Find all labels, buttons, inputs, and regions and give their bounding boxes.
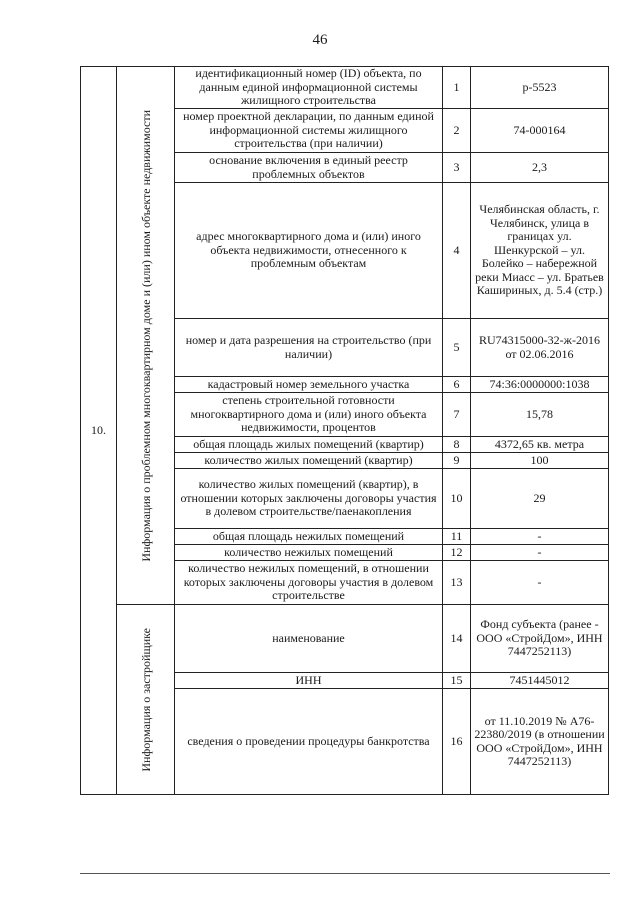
row-value: 29 — [471, 469, 609, 529]
row-number-cell — [81, 67, 117, 795]
section-title-developer: Информация о застройщике — [138, 627, 153, 772]
row-index: 1 — [443, 67, 471, 109]
row-value: 15,78 — [471, 393, 609, 437]
row-label: количество жилых помещений (квартир) — [175, 453, 443, 469]
row-index: 14 — [443, 605, 471, 673]
row-number: 10. — [91, 422, 106, 437]
row-value: от 11.10.2019 № А76-22380/2019 (в отношении ООО «СтройДом», ИНН 7447252113) — [471, 689, 609, 795]
row-index: 6 — [443, 377, 471, 393]
row-index: 9 — [443, 453, 471, 469]
row-value: 7451445012 — [471, 673, 609, 689]
row-label: адрес многоквартирного дома и (или) иного объекта недвижимости, отнесенного к проблемным объектам — [175, 183, 443, 319]
row-index: 2 — [443, 109, 471, 153]
row-value: 74:36:0000000:1038 — [471, 377, 609, 393]
row-index: 4 — [443, 183, 471, 319]
row-label: наименование — [175, 605, 443, 673]
row-index: 15 — [443, 673, 471, 689]
row-value: p-5523 — [471, 67, 609, 109]
table-row — [81, 605, 609, 673]
footer-divider — [80, 873, 610, 874]
row-index: 16 — [443, 689, 471, 795]
section-header-object — [117, 67, 175, 605]
row-value: RU74315000-32-ж-2016 от 02.06.2016 — [471, 319, 609, 377]
row-value: - — [471, 561, 609, 605]
row-index: 5 — [443, 319, 471, 377]
row-value: 100 — [471, 453, 609, 469]
row-index: 10 — [443, 469, 471, 529]
row-index: 3 — [443, 153, 471, 183]
row-value: Челябинская область, г. Челябинск, улица в границах ул. Шенкурской – ул. Болейко – набережной реки Миасс – ул. Братьев Кашириных, д. 5.4 (стр.) — [471, 183, 609, 319]
row-label: кадастровый номер земельного участка — [175, 377, 443, 393]
section-title-object: Информация о проблемном многоквартирном доме и (или) ином объекте недвижимости — [138, 109, 153, 562]
row-label: общая площадь нежилых помещений — [175, 529, 443, 545]
row-label: ИНН — [175, 673, 443, 689]
row-value: 2,3 — [471, 153, 609, 183]
row-label: номер проектной декларации, по данным единой информационной системы жилищного строительства (при наличии) — [175, 109, 443, 153]
row-label: общая площадь жилых помещений (квартир) — [175, 437, 443, 453]
section-header-developer — [117, 605, 175, 795]
objects-table — [80, 66, 609, 795]
row-index: 13 — [443, 561, 471, 605]
row-label: количество жилых помещений (квартир), в отношении которых заключены договоры участия в долевом строительстве/паенакопления — [175, 469, 443, 529]
page-number: 46 — [312, 32, 328, 48]
row-label: количество нежилых помещений, в отношении которых заключены договоры участия в долевом строительстве — [175, 561, 443, 605]
row-label: сведения о проведении процедуры банкротства — [175, 689, 443, 795]
row-label: номер и дата разрешения на строительство (при наличии) — [175, 319, 443, 377]
row-index: 8 — [443, 437, 471, 453]
row-label: основание включения в единый реестр проблемных объектов — [175, 153, 443, 183]
row-index: 12 — [443, 545, 471, 561]
row-label: степень строительной готовности многоквартирного дома и (или) иного объекта недвижимости, процентов — [175, 393, 443, 437]
row-index: 7 — [443, 393, 471, 437]
table-row — [81, 67, 609, 109]
row-index: 11 — [443, 529, 471, 545]
row-label: количество нежилых помещений — [175, 545, 443, 561]
row-value: Фонд субъекта (ранее - ООО «СтройДом», ИНН 7447252113) — [471, 605, 609, 673]
row-label: идентификационный номер (ID) объекта, по данным единой информационной системы жилищного строительства — [175, 67, 443, 109]
row-value: - — [471, 545, 609, 561]
row-value: - — [471, 529, 609, 545]
row-value: 4372,65 кв. метра — [471, 437, 609, 453]
row-value: 74-000164 — [471, 109, 609, 153]
